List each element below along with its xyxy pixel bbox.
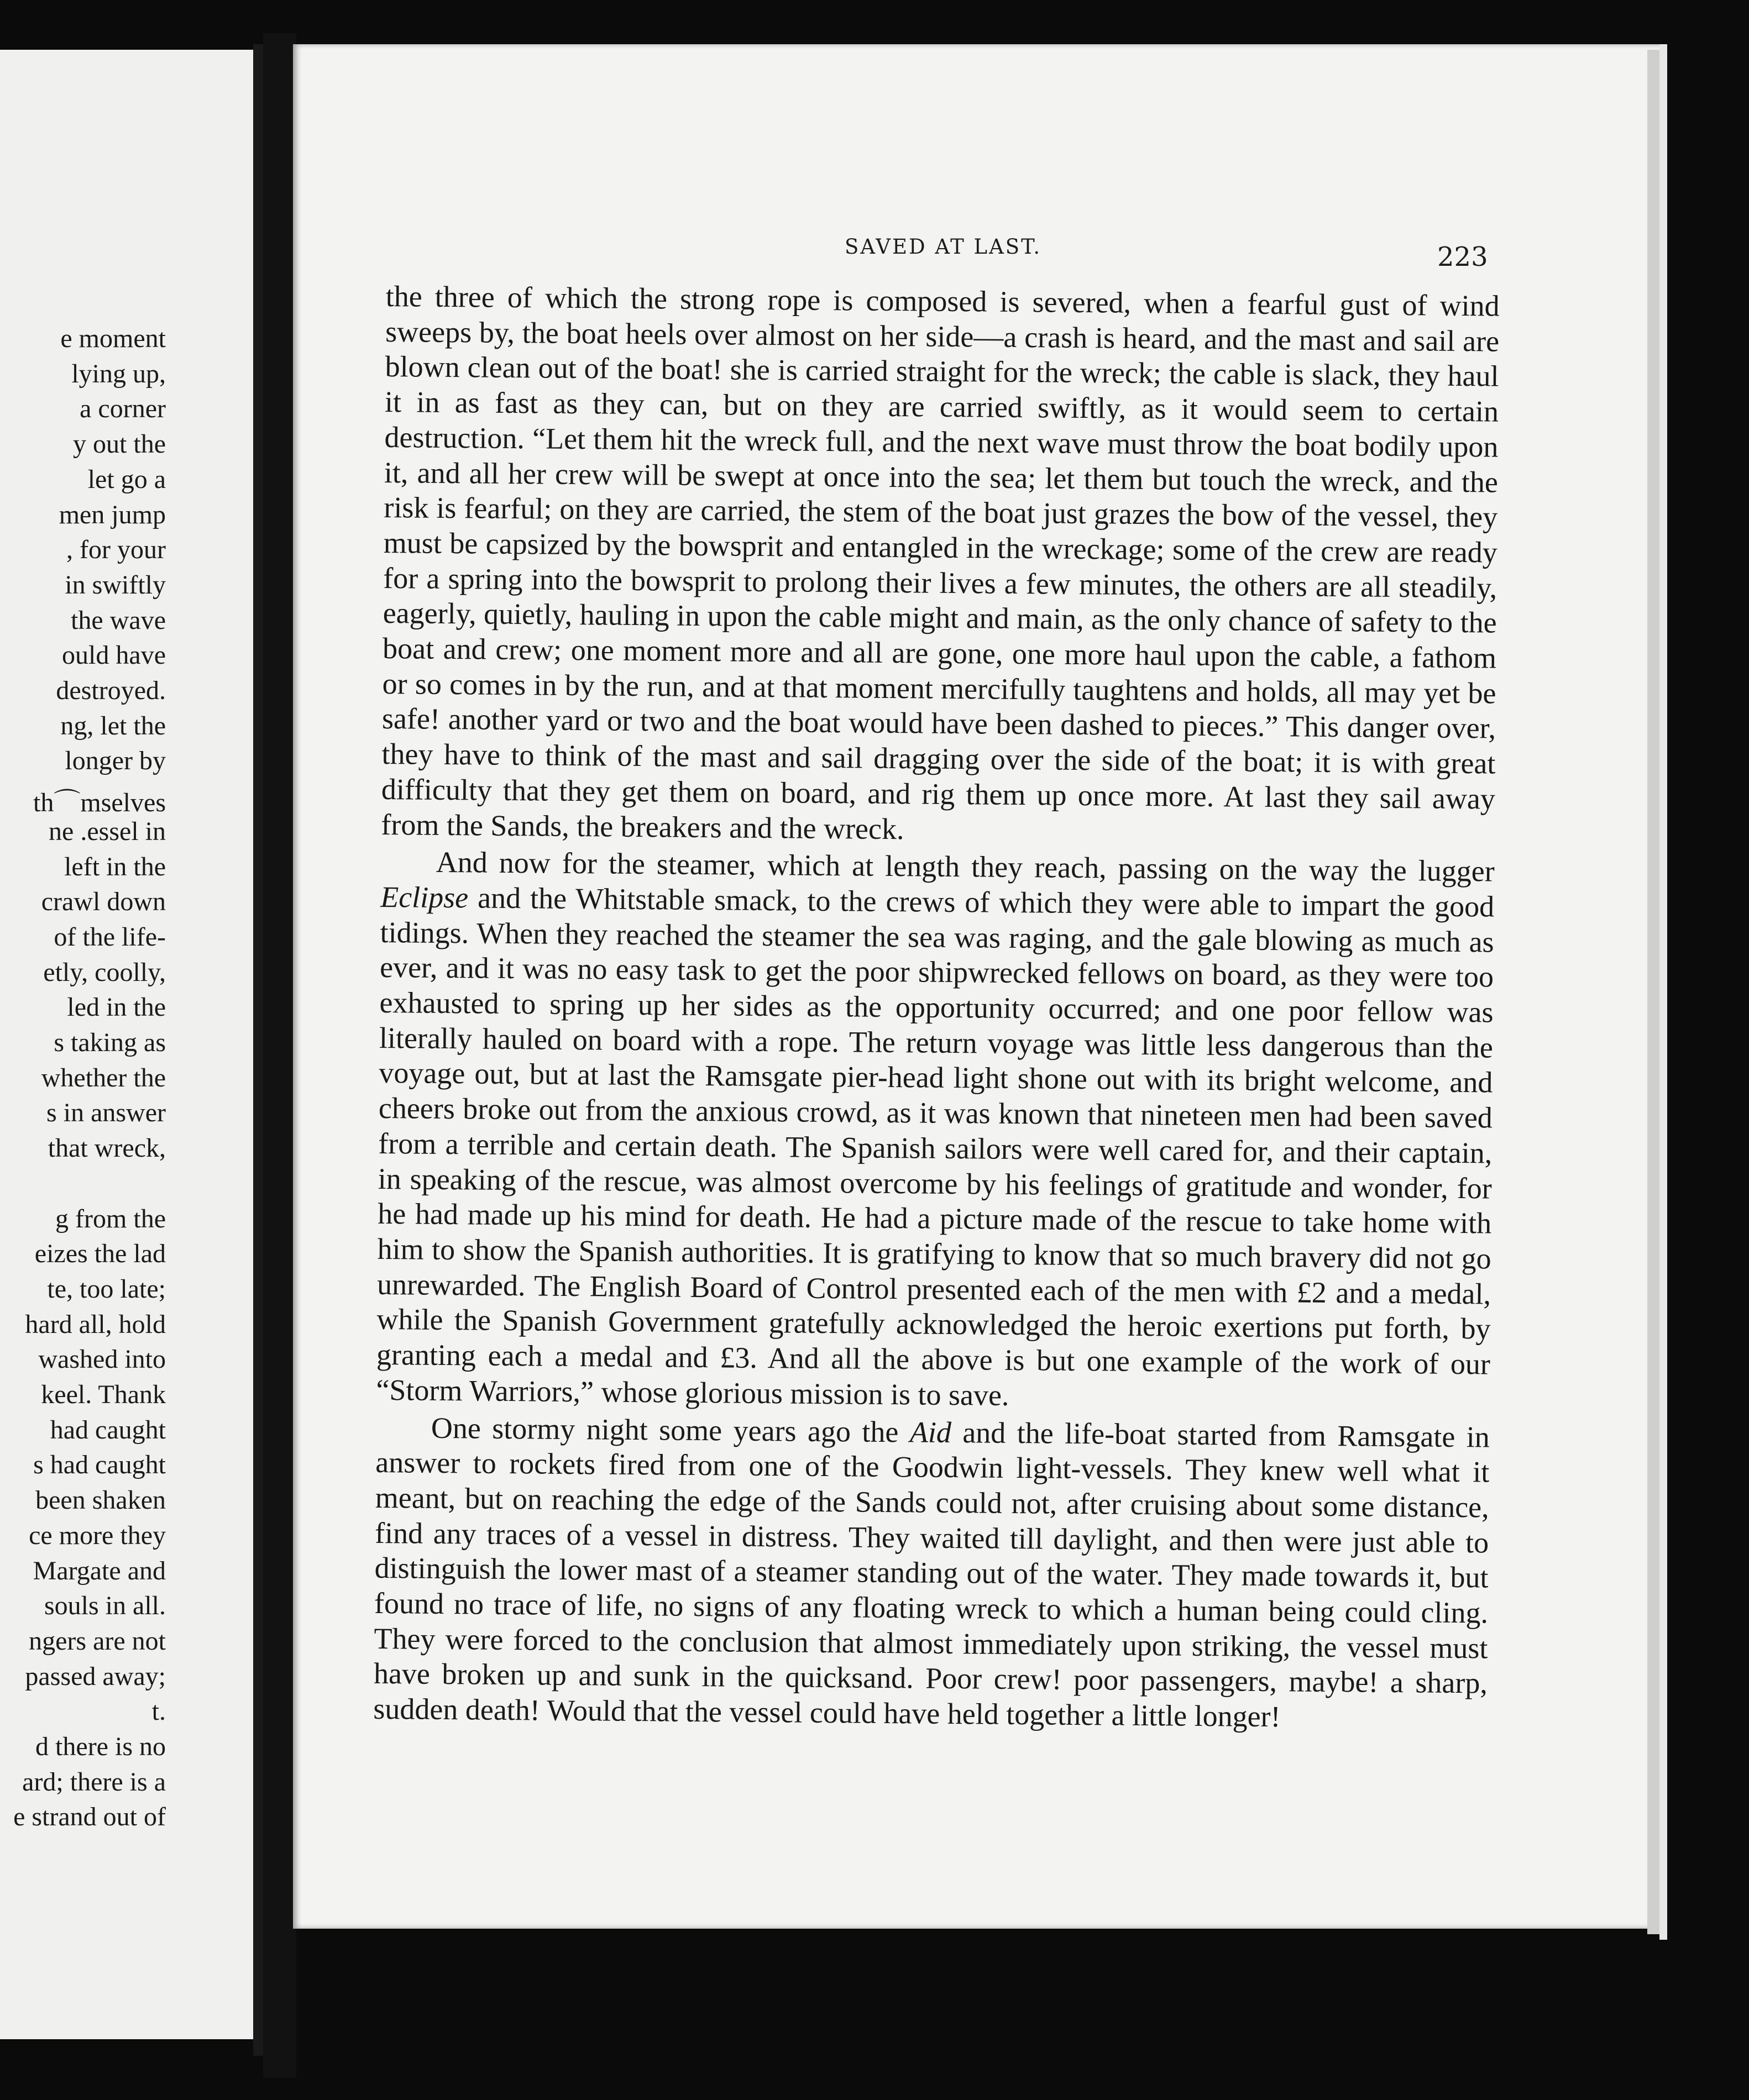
previous-page-line: passed away; [25, 1661, 166, 1691]
running-head: SAVED AT LAST. [845, 235, 1042, 259]
previous-page-line: had caught [50, 1415, 166, 1445]
page-edge-outer [1659, 44, 1667, 1940]
previous-page-line: e strand out of [13, 1802, 166, 1832]
previous-page-line: a corner [80, 394, 166, 424]
paragraph: the three of which the strong rope is composed is severed, when a fearful gust of wind sweeps by, the boat heels over almost on her side—a crash is heard, and the mast and sail are blown clean out of the boat! she is carried straight for the wreck; the cable is slack, they haul it in as fast as they can, but on they are carried swiftly, as it would seem to certain destruction. “Let them hit the wreck full, and the next wave must throw the boat bodily upon it, and all her crew will be swept at once into the sea; let them but touch the wreck, and the risk is fearful; on they are carried, the stem of the boat just grazes the bow of the vessel, they must be capsized by the bowsprit and entangled in the wreckage; some of the crew are ready for a spring into the bowsprit to prolong their lives a few minutes, the others are all steadily, eagerly, quietly, hauling in upon the cable might and main, as the only chance of safety to the boat and crew; one moment more and all are gone, one more haul upon the cable, a fathom or so comes in by the run, and at that moment mercifully taughtens and holds, all may yet be safe! another yard or two and the boat would have been dashed to pieces.” This danger over, they have to think of the mast and sail dragging over the side of the boat; it is with great difficulty that they get them on board, and rig them up once more. At last they sail away from the Sands, the breakers and the wreck. [381, 279, 1500, 846]
previous-page-line: e moment [60, 324, 166, 353]
book-gutter [263, 33, 296, 2078]
previous-page-line: th⌒mselves [33, 788, 166, 818]
previous-page-line: crawl down [41, 887, 166, 917]
previous-page-line: the wave [71, 605, 166, 635]
previous-page-line: d there is no [35, 1732, 166, 1761]
previous-page-line: ng, let the [60, 711, 166, 741]
previous-page-line: s had caught [33, 1450, 166, 1480]
previous-page-line: lying up, [71, 359, 166, 389]
previous-page-line: left in the [64, 852, 166, 881]
page-number: 223 [1437, 242, 1488, 272]
page-edge [1647, 50, 1659, 1934]
previous-page-line: ard; there is a [22, 1767, 166, 1797]
vessel-name: Aid [909, 1415, 952, 1449]
previous-page-line: t. [151, 1697, 166, 1726]
previous-page-line: in swiftly [65, 570, 166, 600]
previous-page-line: let go a [87, 464, 166, 494]
vessel-name: Eclipse [380, 880, 469, 915]
page-body [373, 279, 1500, 1736]
previous-page-line: been shaken [35, 1485, 166, 1515]
previous-page-line: longer by [65, 746, 166, 776]
previous-page-fragment [0, 50, 253, 2039]
previous-page-line: washed into [38, 1345, 166, 1374]
previous-page-line: led in the [67, 993, 166, 1022]
previous-page-line: ould have [62, 641, 166, 670]
previous-page-line: y out the [73, 429, 166, 459]
previous-page-line: g from the [55, 1204, 166, 1233]
left-page-edge [253, 44, 263, 2056]
previous-page-line: te, too late; [47, 1274, 166, 1304]
paragraph: One stormy night some years ago the Aid and the life-boat started from Ramsgate in answer to rockets fired from one of the Goodwin light-vessels. They knew well what it meant, but on reaching the edge of the Sands could not, after cruising about some distance, find any traces of a vessel in distress. They waited till daylight, and then were just able to distinguish the lower mast of a steamer standing out of the water. They made towards it, but found no trace of life, no signs of any floating wreck to which a human being could cling. They were forced to the conclusion that almost immediately upon striking, the vessel must have broken up and sunk in the quicksand. Poor crew! poor passengers, maybe! a sharp, sudden death! Would that the vessel could have held together a little longer! [373, 1411, 1490, 1734]
previous-page-line: s taking as [54, 1028, 166, 1057]
previous-page-line: of the life- [54, 922, 166, 952]
previous-page-line: , for your [66, 535, 166, 565]
paragraph: And now for the steamer, which at length they reach, passing on the way the lugger Eclipse and the Whitstable smack, to the crews of which they were able to impart the good tidings. When they reached the steamer the sea was raging, and the gale blowing as much as ever, and it was no easy task to get the poor shipwrecked fellows on board, as they were too exhausted to spring up her sides as the opportunity occurred; and one poor fellow was literally hauled on board with a rope. The return voyage was little less dangerous than the voyage out, but at last the Ramsgate pier-head light shone out with its bright welcome, and cheers broke out from the anxious crowd, as it was known that nineteen men had been saved from a terrible and certain death. The Spanish sailors were well cared for, and their captain, in speaking of the rescue, was almost overcome by his feelings of gratitude and wonder, for he had made up his mind for death. He had a picture made of the rescue to take home with him to show the Spanish authorities. It is gratifying to know that so much bravery did not go unrewarded. The English Board of Control presented each of the men with £2 and a medal, while the Spanish Government gratefully acknowledged the heroic exertions put forth, by granting each a medal and £3. And all the above is but one example of the work of our “Storm Warriors,” whose glorious mission is to save. [376, 846, 1495, 1412]
previous-page-line: whether the [41, 1063, 166, 1093]
previous-page-line: souls in all. [44, 1591, 166, 1621]
previous-page-line: ne .essel in [49, 816, 166, 846]
previous-page-line: Margate and [33, 1556, 166, 1586]
previous-page-line: keel. Thank [41, 1380, 166, 1409]
previous-page-line: eizes the lad [34, 1239, 166, 1269]
previous-page-line: ce more they [29, 1520, 166, 1550]
previous-page-line: that wreck, [48, 1133, 166, 1163]
previous-page-line: destroyed. [56, 676, 166, 705]
previous-page-line: s in answer [46, 1098, 166, 1128]
previous-page-line: hard all, hold [25, 1309, 166, 1339]
previous-page-line: men jump [59, 500, 166, 529]
previous-page-line: ngers are not [29, 1626, 166, 1656]
previous-page-line: etly, coolly, [43, 957, 166, 987]
